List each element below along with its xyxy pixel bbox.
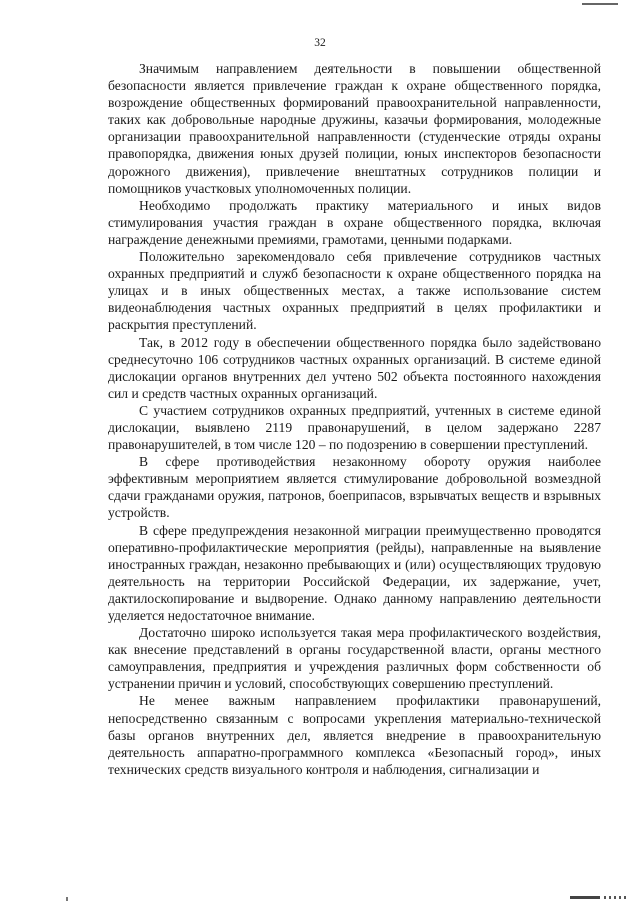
page-number: 32 <box>314 37 326 49</box>
paragraph-incentives: Необходимо продолжать практику материального и иных видов стимулирования участия граждан в охране общественного порядка, включая награждение денежными премиями, грамотами, ценными подарками. <box>108 197 601 247</box>
scan-artifact-top <box>582 3 618 5</box>
paragraph-preventive-measures: Достаточно широко используется такая мера профилактического воздействия, как внесение представлений в органы государственной власти, органы местного самоуправления, предприятия и учреждения различных форм собственности об устранении причин и условий, способствующих совершению преступлений. <box>108 625 601 692</box>
paragraph-violations-detected: С участием сотрудников охранных предприятий, учтенных в системе единой дислокации, выявлено 2119 правонарушений, в целом задержано 2287 правонарушителей, в том числе 120 – по подозрению в совершении преступлений. <box>108 402 601 453</box>
paragraph-public-participation: Значимым направлением деятельности в повышении общественной безопасности является привлечение граждан к охране общественного порядка, возрождение общественных формирований правоохранительной направленности, таких как добровольные народные дружины, казачьи формирования, молодежные организации правоохранительной направленности (студенческие отряды охраны правопорядка, движения юных друзей полиции, юных инспекторов безопасности дорожного движения), привлечение внештатных сотрудников полиции и помощников участковых уполномоченных полиции. <box>108 61 601 196</box>
paragraph-illegal-migration: В сфере предупреждения незаконной миграции преимущественно проводятся оперативно-профилактические мероприятия (рейды), направленные на выявление иностранных граждан, незаконно пребывающих и (или) осуществляющих трудовую деятельность на территории Российской Федерации, их задержание, учет, дактилоскопирование и выдворение. Однако данному направлению деятельности уделяется недостаточное внимание. <box>108 522 601 623</box>
document-body <box>108 60 601 778</box>
scan-artifact-bottom-dots <box>604 896 626 899</box>
scan-artifact-bottom <box>570 896 600 899</box>
paragraph-safe-city: Не менее важным направлением профилактики правонарушений, непосредственно связанным с вопросами укрепления материально-технической базы органов внутренних дел, является внедрение в правоохранительную деятельность аппаратно-программного комплекса «Безопасный город», иных технических средств визуального контроля и наблюдения, сигнализации и <box>108 693 601 777</box>
paragraph-weapons-trafficking: В сфере противодействия незаконному обороту оружия наиболее эффективным мероприятием является стимулирование добровольной возмездной сдачи гражданами оружия, патронов, боеприпасов, взрывчатых веществ и взрывных устройств. <box>108 454 601 521</box>
paragraph-2012-statistics: Так, в 2012 году в обеспечении общественного порядка было задействовано среднесуточно 106 сотрудников частных охранных организаций. В системе единой дислокации органов внутренних дел учтено 502 объекта постоянного нахождения сил и средств частных охранных организаций. <box>108 334 601 401</box>
scan-artifact-left <box>66 897 68 901</box>
paragraph-private-security: Положительно зарекомендовало себя привлечение сотрудников частных охранных предприятий и служб безопасности к охране общественного порядка на улицах и в иных общественных местах, а также использование систем видеонаблюдения частных охранных предприятий в целях профилактики и раскрытия преступлений. <box>108 249 601 333</box>
